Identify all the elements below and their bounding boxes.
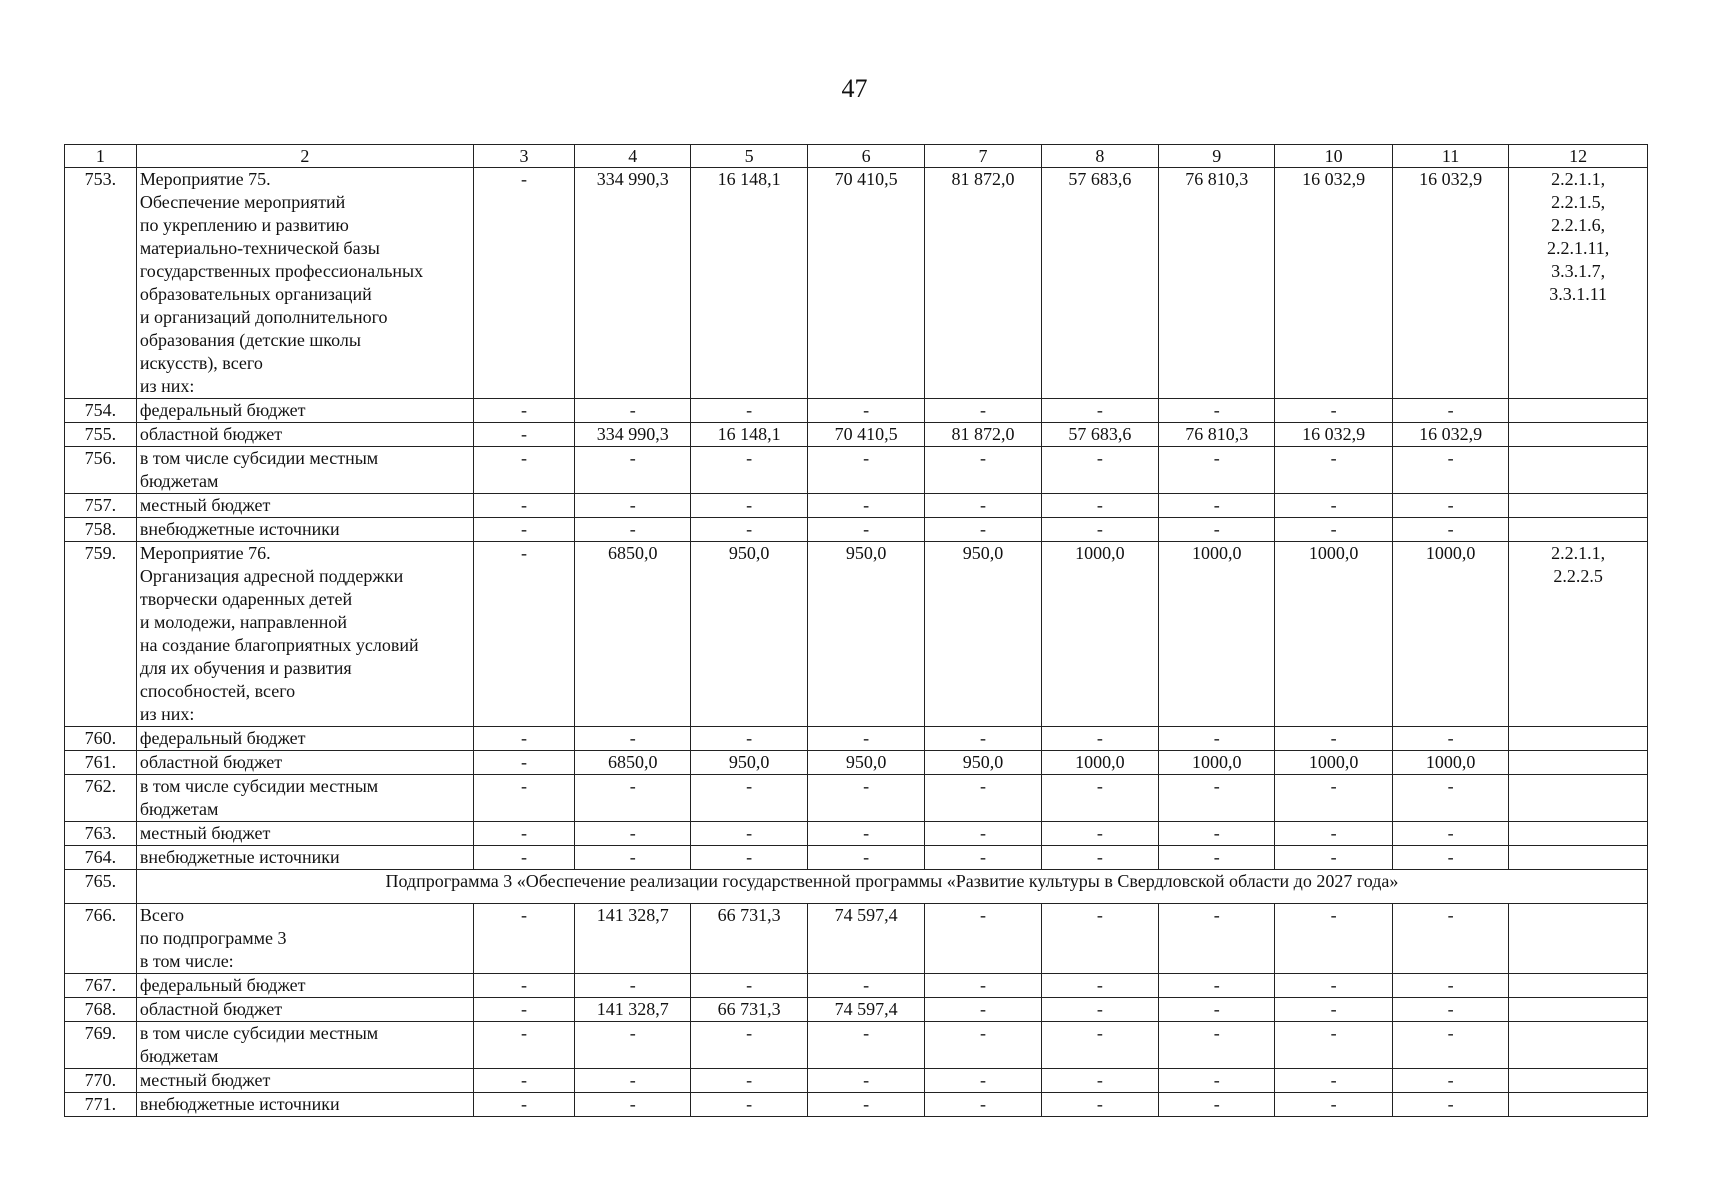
value-cell: - (473, 168, 574, 399)
value-cell: - (473, 904, 574, 974)
table-row (65, 494, 1648, 518)
value-cell: 16 148,1 (691, 423, 807, 447)
target-indicator-ref (1509, 447, 1648, 494)
value-cell: 70 410,5 (807, 423, 924, 447)
value-cell: 950,0 (691, 751, 807, 775)
value-cell: 1000,0 (1159, 542, 1275, 727)
value-cell: - (1275, 775, 1392, 822)
row-description: федеральный бюджет (136, 399, 473, 423)
column-header: 5 (691, 145, 807, 168)
value-cell: - (1275, 846, 1392, 870)
value-cell: - (1159, 1069, 1275, 1093)
value-cell: 81 872,0 (925, 168, 1041, 399)
row-description: федеральный бюджет (136, 727, 473, 751)
value-cell: - (473, 775, 574, 822)
value-cell: 1000,0 (1392, 542, 1508, 727)
value-cell: - (807, 494, 924, 518)
value-cell: - (1392, 1022, 1508, 1069)
value-cell: - (575, 822, 691, 846)
value-cell: - (691, 974, 807, 998)
value-cell: - (1275, 399, 1392, 423)
row-number: 756. (65, 447, 137, 494)
value-cell: - (575, 1093, 691, 1117)
value-cell: - (691, 1069, 807, 1093)
value-cell: - (925, 447, 1041, 494)
value-cell: 57 683,6 (1041, 423, 1158, 447)
row-description: областной бюджет (136, 751, 473, 775)
table-row (65, 998, 1648, 1022)
row-description: федеральный бюджет (136, 974, 473, 998)
value-cell: - (1041, 998, 1158, 1022)
table-row (65, 727, 1648, 751)
value-cell: 16 032,9 (1392, 168, 1508, 399)
target-indicator-ref (1509, 1093, 1648, 1117)
target-indicator-ref (1509, 775, 1648, 822)
table-header-row (65, 145, 1648, 168)
value-cell: 1000,0 (1041, 751, 1158, 775)
value-cell: - (1392, 846, 1508, 870)
value-cell: - (691, 775, 807, 822)
value-cell: 1000,0 (1159, 751, 1275, 775)
row-number: 762. (65, 775, 137, 822)
value-cell: - (691, 727, 807, 751)
table-row (65, 870, 1648, 904)
row-description: в том числе субсидии местным бюджетам (136, 1022, 473, 1069)
table-row (65, 447, 1648, 494)
value-cell: - (1275, 904, 1392, 974)
value-cell: - (1275, 974, 1392, 998)
value-cell: 16 032,9 (1275, 423, 1392, 447)
column-header: 12 (1509, 145, 1648, 168)
column-header: 11 (1392, 145, 1508, 168)
row-description: Мероприятие 75. Обеспечение мероприятий по укреплению и развитию материально-технической базы государственных профессиональных образовательных организаций и организаций дополнительного образования (детские школы искусств), всего из них: (136, 168, 473, 399)
value-cell: - (473, 1069, 574, 1093)
row-number: 770. (65, 1069, 137, 1093)
value-cell: - (1041, 974, 1158, 998)
target-indicator-ref (1509, 518, 1648, 542)
value-cell: - (925, 1069, 1041, 1093)
value-cell: - (473, 998, 574, 1022)
value-cell: 1000,0 (1275, 542, 1392, 727)
value-cell: - (1041, 727, 1158, 751)
value-cell: - (575, 447, 691, 494)
value-cell: 76 810,3 (1159, 168, 1275, 399)
target-indicator-ref (1509, 494, 1648, 518)
table-body (65, 145, 1648, 1117)
value-cell: 16 148,1 (691, 168, 807, 399)
value-cell: - (1392, 1093, 1508, 1117)
row-description: в том числе субсидии местным бюджетам (136, 447, 473, 494)
value-cell: - (1275, 494, 1392, 518)
table-row (65, 775, 1648, 822)
value-cell: - (575, 399, 691, 423)
value-cell: - (1159, 974, 1275, 998)
value-cell: - (1159, 518, 1275, 542)
row-description: внебюджетные источники (136, 518, 473, 542)
value-cell: - (575, 494, 691, 518)
value-cell: - (691, 1022, 807, 1069)
value-cell: - (1275, 727, 1392, 751)
value-cell: - (473, 1093, 574, 1117)
value-cell: 6850,0 (575, 751, 691, 775)
column-header: 9 (1159, 145, 1275, 168)
value-cell: - (1159, 846, 1275, 870)
value-cell: - (925, 727, 1041, 751)
row-number: 758. (65, 518, 137, 542)
value-cell: 334 990,3 (575, 423, 691, 447)
row-description: областной бюджет (136, 998, 473, 1022)
value-cell: - (575, 775, 691, 822)
value-cell: - (1275, 1093, 1392, 1117)
table-row (65, 846, 1648, 870)
row-number: 759. (65, 542, 137, 727)
value-cell: - (925, 518, 1041, 542)
value-cell: - (1159, 399, 1275, 423)
target-indicator-ref (1509, 751, 1648, 775)
table-row (65, 974, 1648, 998)
value-cell: - (807, 399, 924, 423)
row-description: внебюджетные источники (136, 846, 473, 870)
value-cell: - (473, 822, 574, 846)
value-cell: - (1275, 822, 1392, 846)
row-number: 767. (65, 974, 137, 998)
value-cell: - (1392, 974, 1508, 998)
value-cell: - (473, 1022, 574, 1069)
value-cell: - (925, 846, 1041, 870)
row-description: местный бюджет (136, 822, 473, 846)
value-cell: - (1392, 775, 1508, 822)
value-cell: - (1392, 399, 1508, 423)
value-cell: - (925, 904, 1041, 974)
value-cell: 141 328,7 (575, 998, 691, 1022)
value-cell: - (925, 775, 1041, 822)
table-row (65, 518, 1648, 542)
target-indicator-ref (1509, 904, 1648, 974)
target-indicator-ref: 2.2.1.1, 2.2.2.5 (1509, 542, 1648, 727)
column-header: 6 (807, 145, 924, 168)
value-cell: - (1041, 904, 1158, 974)
row-number: 757. (65, 494, 137, 518)
row-description: областной бюджет (136, 423, 473, 447)
value-cell: - (691, 1093, 807, 1117)
value-cell: - (1159, 998, 1275, 1022)
target-indicator-ref (1509, 822, 1648, 846)
value-cell: - (925, 998, 1041, 1022)
value-cell: - (691, 822, 807, 846)
value-cell: - (1275, 998, 1392, 1022)
value-cell: - (1159, 904, 1275, 974)
target-indicator-ref (1509, 846, 1648, 870)
value-cell: 66 731,3 (691, 904, 807, 974)
value-cell: - (925, 974, 1041, 998)
row-number: 769. (65, 1022, 137, 1069)
column-header: 8 (1041, 145, 1158, 168)
row-number: 764. (65, 846, 137, 870)
table-row (65, 751, 1648, 775)
row-number: 755. (65, 423, 137, 447)
value-cell: 1000,0 (1275, 751, 1392, 775)
row-description: Мероприятие 76. Организация адресной поддержки творчески одаренных детей и молодежи, направленной на создание благоприятных условий для их обучения и развития способностей, всего из них: (136, 542, 473, 727)
table-row (65, 542, 1648, 727)
value-cell: 57 683,6 (1041, 168, 1158, 399)
value-cell: 74 597,4 (807, 998, 924, 1022)
target-indicator-ref (1509, 727, 1648, 751)
column-header: 10 (1275, 145, 1392, 168)
value-cell: - (1392, 494, 1508, 518)
value-cell: - (473, 518, 574, 542)
value-cell: - (925, 494, 1041, 518)
row-number: 765. (65, 870, 137, 904)
row-description: Всего по подпрограмме 3 в том числе: (136, 904, 473, 974)
value-cell: - (1392, 822, 1508, 846)
subprogram-title: Подпрограмма 3 «Обеспечение реализации государственной программы «Развитие культуры в Свердловской области до 2027 года» (136, 870, 1647, 904)
value-cell: - (1041, 1093, 1158, 1117)
value-cell: - (575, 1022, 691, 1069)
row-description: в том числе субсидии местным бюджетам (136, 775, 473, 822)
value-cell: - (691, 494, 807, 518)
value-cell: - (1275, 518, 1392, 542)
value-cell: - (473, 399, 574, 423)
target-indicator-ref: 2.2.1.1, 2.2.1.5, 2.2.1.6, 2.2.1.11, 3.3.1.7, 3.3.1.11 (1509, 168, 1648, 399)
value-cell: - (1041, 447, 1158, 494)
target-indicator-ref (1509, 974, 1648, 998)
value-cell: - (575, 727, 691, 751)
row-number: 771. (65, 1093, 137, 1117)
row-number: 763. (65, 822, 137, 846)
value-cell: - (1392, 998, 1508, 1022)
value-cell: 70 410,5 (807, 168, 924, 399)
budget-table (64, 144, 1648, 1117)
target-indicator-ref (1509, 1022, 1648, 1069)
value-cell: - (1041, 822, 1158, 846)
value-cell: 141 328,7 (575, 904, 691, 974)
row-number: 761. (65, 751, 137, 775)
value-cell: 950,0 (807, 542, 924, 727)
value-cell: - (473, 846, 574, 870)
value-cell: - (1159, 1093, 1275, 1117)
value-cell: - (925, 1022, 1041, 1069)
value-cell: - (1041, 494, 1158, 518)
target-indicator-ref (1509, 1069, 1648, 1093)
value-cell: - (691, 399, 807, 423)
value-cell: - (575, 1069, 691, 1093)
value-cell: 950,0 (925, 751, 1041, 775)
value-cell: 6850,0 (575, 542, 691, 727)
row-number: 766. (65, 904, 137, 974)
value-cell: 950,0 (691, 542, 807, 727)
value-cell: - (473, 447, 574, 494)
value-cell: 66 731,3 (691, 998, 807, 1022)
value-cell: - (1159, 822, 1275, 846)
value-cell: - (1159, 775, 1275, 822)
value-cell: - (925, 399, 1041, 423)
value-cell: - (1041, 1022, 1158, 1069)
column-header: 3 (473, 145, 574, 168)
value-cell: 81 872,0 (925, 423, 1041, 447)
value-cell: - (1275, 1069, 1392, 1093)
value-cell: - (807, 1022, 924, 1069)
value-cell: 950,0 (807, 751, 924, 775)
value-cell: - (473, 423, 574, 447)
value-cell: - (1392, 518, 1508, 542)
column-header: 7 (925, 145, 1041, 168)
value-cell: - (1041, 518, 1158, 542)
value-cell: - (1392, 904, 1508, 974)
value-cell: - (473, 974, 574, 998)
value-cell: - (807, 1069, 924, 1093)
table-row (65, 1022, 1648, 1069)
value-cell: - (925, 822, 1041, 846)
value-cell: - (1159, 727, 1275, 751)
value-cell: 1000,0 (1041, 542, 1158, 727)
value-cell: - (1159, 494, 1275, 518)
value-cell: - (473, 727, 574, 751)
value-cell: - (1041, 846, 1158, 870)
row-description: внебюджетные источники (136, 1093, 473, 1117)
column-header: 4 (575, 145, 691, 168)
value-cell: - (691, 846, 807, 870)
value-cell: - (473, 542, 574, 727)
value-cell: - (691, 518, 807, 542)
value-cell: - (1041, 399, 1158, 423)
value-cell: - (1392, 1069, 1508, 1093)
target-indicator-ref (1509, 998, 1648, 1022)
value-cell: - (807, 775, 924, 822)
value-cell: - (575, 974, 691, 998)
value-cell: - (473, 494, 574, 518)
value-cell: - (1041, 1069, 1158, 1093)
value-cell: - (807, 447, 924, 494)
row-number: 760. (65, 727, 137, 751)
value-cell: - (1275, 1022, 1392, 1069)
value-cell: - (575, 846, 691, 870)
value-cell: - (1392, 447, 1508, 494)
table-row (65, 1069, 1648, 1093)
value-cell: - (1275, 447, 1392, 494)
value-cell: - (1041, 775, 1158, 822)
row-description: местный бюджет (136, 494, 473, 518)
value-cell: 16 032,9 (1275, 168, 1392, 399)
value-cell: - (807, 727, 924, 751)
value-cell: 74 597,4 (807, 904, 924, 974)
value-cell: 1000,0 (1392, 751, 1508, 775)
table-row (65, 423, 1648, 447)
value-cell: - (807, 1093, 924, 1117)
value-cell: - (807, 822, 924, 846)
table-row (65, 168, 1648, 399)
row-number: 768. (65, 998, 137, 1022)
column-header: 2 (136, 145, 473, 168)
value-cell: - (1159, 447, 1275, 494)
value-cell: 16 032,9 (1392, 423, 1508, 447)
value-cell: - (691, 447, 807, 494)
value-cell: - (473, 751, 574, 775)
table-row (65, 904, 1648, 974)
value-cell: - (807, 518, 924, 542)
row-number: 754. (65, 399, 137, 423)
value-cell: - (1159, 1022, 1275, 1069)
target-indicator-ref (1509, 399, 1648, 423)
table-row (65, 822, 1648, 846)
page-number: 47 (841, 74, 868, 103)
value-cell: - (807, 846, 924, 870)
value-cell: - (1392, 727, 1508, 751)
table-row (65, 1093, 1648, 1117)
column-header: 1 (65, 145, 137, 168)
value-cell: 950,0 (925, 542, 1041, 727)
value-cell: - (925, 1093, 1041, 1117)
value-cell: - (807, 974, 924, 998)
table-row (65, 399, 1648, 423)
value-cell: 76 810,3 (1159, 423, 1275, 447)
row-description: местный бюджет (136, 1069, 473, 1093)
value-cell: 334 990,3 (575, 168, 691, 399)
target-indicator-ref (1509, 423, 1648, 447)
value-cell: - (575, 518, 691, 542)
row-number: 753. (65, 168, 137, 399)
